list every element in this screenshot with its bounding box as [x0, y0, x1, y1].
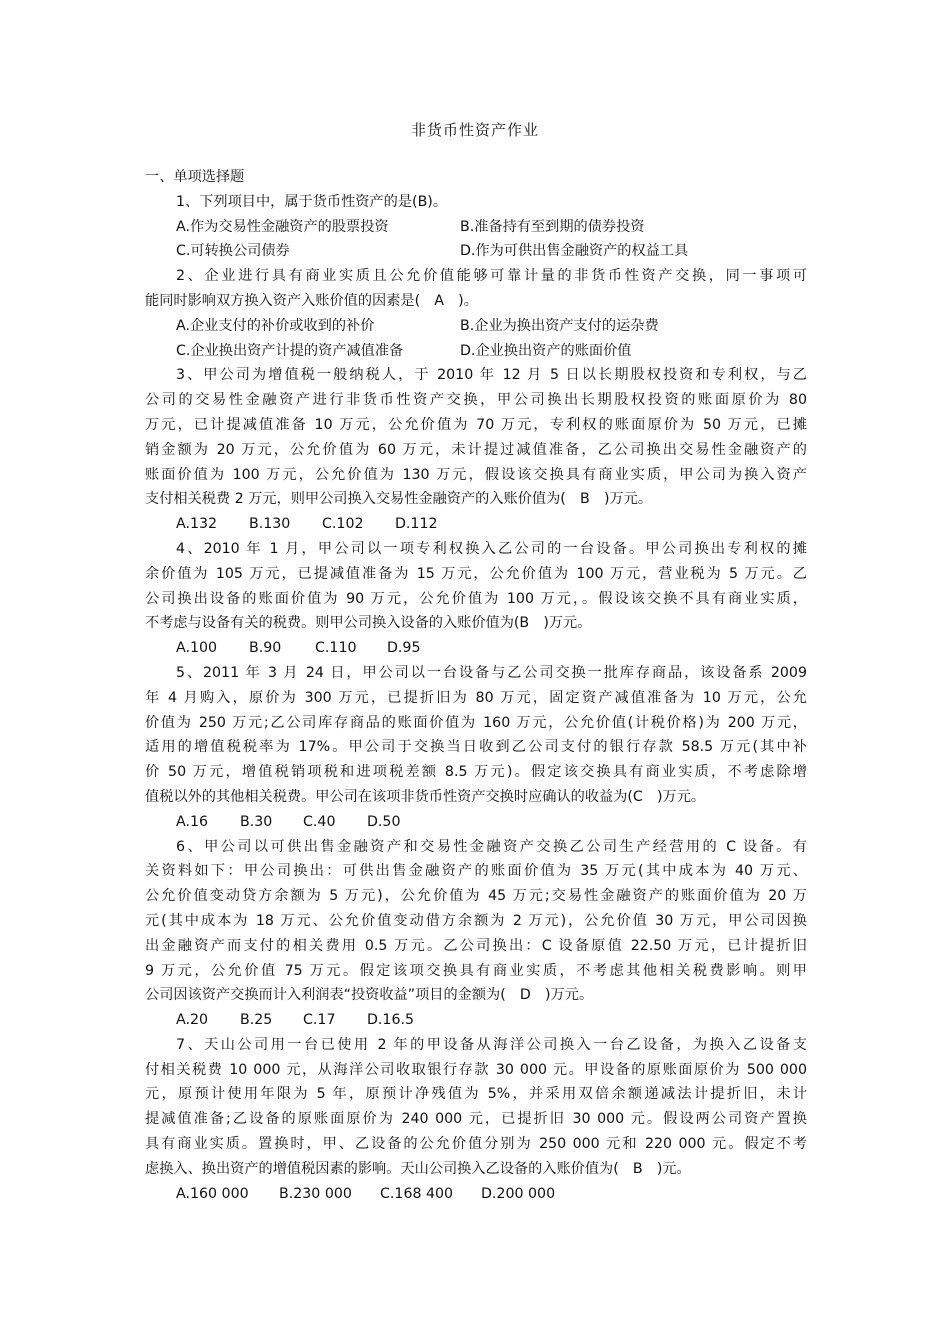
question-4-options — [145, 636, 807, 661]
question-4-line: 余价值为 105 万元，已提减值准备为 15 万元，公允价值为 100 万元，营业税为 5 万元。乙 — [145, 565, 807, 582]
question-6-line: 出金融资产而支付的相关费用 0.5 万元。乙公司换出：C 设备原值 22.50 万元，已计提折旧 — [145, 937, 807, 954]
question-7-line: 提减值准备;乙设备的原账面原价为 240 000 元，已提折旧 30 000 元。假设两公司资产置换 — [145, 1111, 807, 1128]
option-a: A.16 — [176, 813, 209, 830]
question-3-line: 3、甲公司为增值税一般纳税人，于 2010 年 12 月 5 日以长期股权投资和专利权，与乙 — [176, 367, 807, 384]
question-3-line: 销金额为 20 万元，公允价值为 60 万元，未计提过减值准备，乙公司换出交易性金融资产的 — [145, 441, 807, 458]
option-b: B.企业为换出资产支付的运杂费 — [460, 317, 659, 334]
question-7-line: 7、天山公司用一台已使用 2 年的甲设备从海洋公司换入一台乙设备，为换入乙设备支 — [176, 1036, 807, 1053]
page-title: 非货币性资产作业 — [410, 121, 539, 139]
question-5-line: 价值为 250 万元;乙公司库存商品的账面价值为 160 万元，公允价值(计税价格)为 200 万元， — [145, 714, 807, 731]
question-2-line: 能同时影响双方换入资产入账价值的因素是( A )。 — [145, 292, 478, 309]
question-6-line: 9 万元，公允价值 75 万元。假定该项交换具有商业实质，不考虑其他相关税费影响。则甲 — [145, 962, 807, 979]
question-4-line: 4、2010 年 1 月，甲公司以一项专利权换入乙公司的一台设备。甲公司换出专利权的摊 — [176, 540, 807, 557]
question-7-options — [145, 1182, 807, 1207]
option-a: A.100 — [176, 640, 218, 657]
question-1-stem: 1、下列项目中，属于货币性资产的是(B)。 — [176, 193, 448, 210]
question-4-line: 公司换出设备的账面价值为 90 万元，公允价值为 100 万元，。假设该交换不具有商业实质， — [145, 590, 807, 607]
option-b: B.90 — [249, 640, 282, 657]
question-7-line: 虑换入、换出资产的增值税因素的影响。天山公司换入乙设备的入账价值为( B )元。 — [145, 1160, 691, 1177]
option-c: C.17 — [303, 1012, 336, 1029]
question-6-line: 公司因该资产交换而计入利润表“投资收益”项目的金额为( D )万元。 — [145, 987, 594, 1004]
option-b: B.25 — [240, 1012, 273, 1029]
question-6-line: 元(其中成本为 18 万元、公允价值变动借方余额为 2 万元)，公允价值 30 万元，甲公司因换 — [145, 912, 807, 929]
question-5-line: 适用的增值税税率为 17%。甲公司于交换当日收到乙公司支付的银行存款 58.5 万元(其中补 — [145, 739, 807, 756]
question-1-options-row-1 — [145, 215, 807, 240]
option-d: D.16.5 — [367, 1012, 415, 1029]
question-6-options — [145, 1008, 807, 1033]
question-1-options-row-2 — [145, 239, 807, 264]
option-c: C.可转换公司债券 — [176, 243, 290, 260]
section-heading: 一、单项选择题 — [145, 169, 245, 185]
option-d: D.112 — [395, 516, 438, 533]
option-d: D.作为可供出售金融资产的权益工具 — [460, 243, 689, 260]
option-b: B.30 — [240, 813, 273, 830]
option-a: A.160 000 — [176, 1185, 249, 1202]
option-b: B.230 000 — [279, 1185, 352, 1202]
question-3-options — [145, 512, 807, 537]
option-b: B.130 — [249, 516, 291, 533]
question-6-line: 公允价值变动贷方余额为 5 万元)，公允价值为 45 万元;交易性金融资产的账面价值为 20 万 — [145, 888, 807, 905]
question-3-line: 公司的交易性金融资产进行非货币性资产交换，甲公司换出长期股权投资的账面原价为 80 — [145, 392, 807, 409]
option-a: A.132 — [176, 516, 218, 533]
option-c: C.企业换出资产计提的资产减值准备 — [176, 342, 404, 359]
question-5-line: 值税以外的其他相关税费。甲公司在该项非货币性资产交换时应确认的收益为(C )万元。 — [145, 788, 706, 805]
option-b: B.准备持有至到期的债券投资 — [460, 218, 645, 235]
question-7-line: 具有商业实质。置换时，甲、乙设备的公允价值分别为 250 000 元和 220 000 元。假定不考 — [145, 1136, 807, 1153]
option-a: A.20 — [176, 1012, 209, 1029]
question-2-options-row-2 — [145, 339, 807, 364]
question-6-line: 6、甲公司以可供出售金融资产和交易性金融资产交换乙公司生产经营用的 C 设备。有 — [176, 838, 807, 855]
question-7-line: 付相关税费 10 000 元，从海洋公司收取银行存款 30 000 元。甲设备的原账面原价为 500 000 — [145, 1061, 807, 1078]
question-5-line: 价 50 万元，增值税销项税和进项税差额 8.5 万元)。假定该交换具有商业实质，不考虑除增 — [145, 764, 807, 781]
option-c: C.110 — [315, 640, 357, 657]
question-3-line: 支付相关税费 2 万元，则甲公司换入交易性金融资产的入账价值为( B )万元。 — [145, 491, 653, 508]
question-2-line: 2、企业进行具有商业实质且公允价值能够可靠计量的非货币性资产交换，同一事项可 — [176, 268, 807, 285]
question-4-line: 不考虑与设备有关的税费。则甲公司换入设备的入账价值为(B )万元。 — [145, 615, 592, 632]
option-a: A.作为交易性金融资产的股票投资 — [176, 218, 389, 235]
question-2-options-row-1 — [145, 314, 807, 339]
option-c: C.102 — [322, 516, 364, 533]
option-c: C.168 400 — [380, 1185, 454, 1202]
question-3-line: 万元，已计提减值准备 10 万元，公允价值为 70 万元，专利权的账面原价为 50 万元，已摊 — [145, 416, 807, 433]
question-5-line: 5、2011 年 3 月 24 日，甲公司以一台设备与乙公司交换一批库存商品，该设备系 2009 — [176, 664, 807, 681]
option-c: C.40 — [303, 813, 336, 830]
question-7-line: 元，原预计使用年限为 5 年，原预计净残值为 5%，并采用双倍余额递减法计提折旧，未计 — [145, 1086, 807, 1103]
question-5-options — [145, 810, 807, 835]
question-5-line: 年 4 月购入，原价为 300 万元，已提折旧为 80 万元，固定资产减值准备为 10 万元，公允 — [145, 689, 807, 706]
option-d: D.50 — [367, 813, 401, 830]
question-6-line: 关资料如下：甲公司换出：可供出售金融资产的账面价值为 35 万元(其中成本为 40 万元、 — [145, 863, 807, 880]
option-d: D.200 000 — [481, 1185, 556, 1202]
option-d: D.企业换出资产的账面价值 — [460, 342, 632, 359]
option-a: A.企业支付的补价或收到的补价 — [176, 317, 375, 334]
question-3-line: 账面价值为 100 万元，公允价值为 130 万元，假设该交换具有商业实质，甲公司为换入资产 — [145, 466, 807, 483]
option-d: D.95 — [387, 640, 421, 657]
document-body — [145, 165, 807, 1206]
